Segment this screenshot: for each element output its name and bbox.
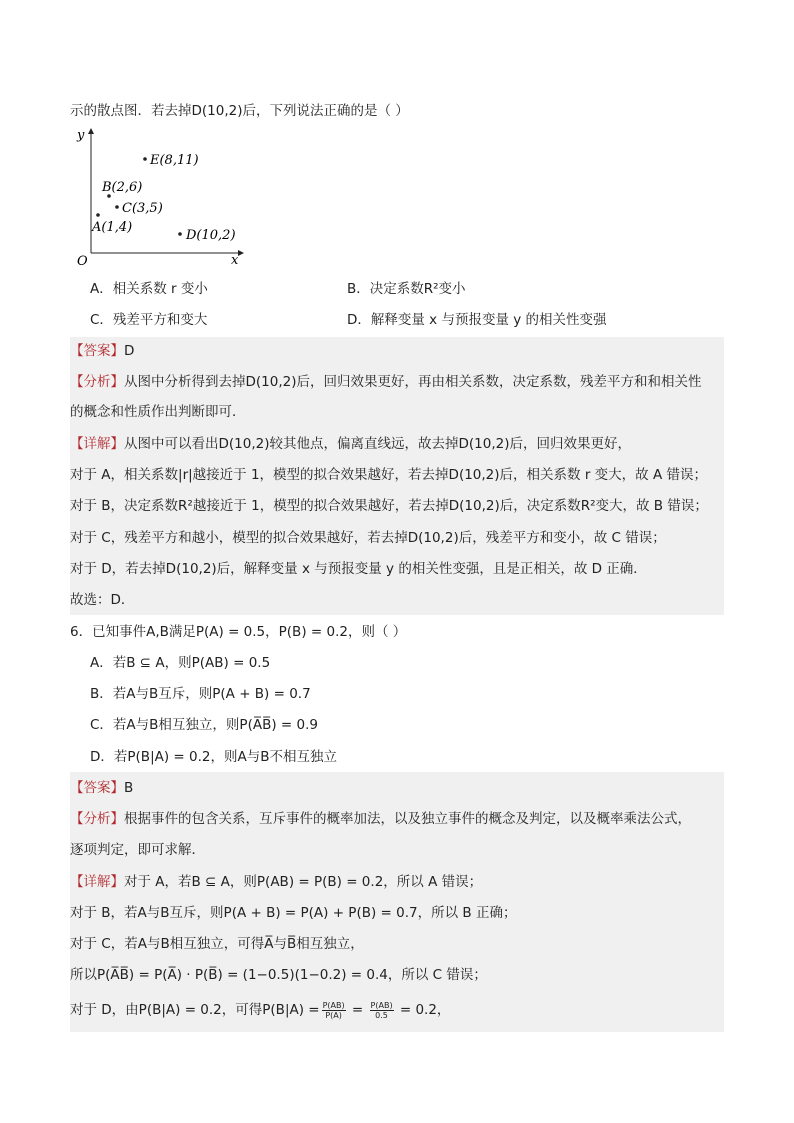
q6-detail-line-4: 所以P(A̅B̅) = P(A̅) · P(B̅) = (1−0.5)(1−0.2) = 0.4，所以 C 错误； bbox=[70, 967, 487, 983]
q5-detail-text-1: 从图中可以看出D(10,2)较其他点，偏离直线远，故去掉D(10,2)后，回归效果更好， bbox=[124, 436, 631, 452]
q6-answer bbox=[70, 778, 133, 798]
point-e-label: E(8,11) bbox=[150, 153, 199, 168]
q5-detail-line-5: 对于 D，若去掉D(10,2)后，解释变量 x 与预报变量 y 的相关性变强，且是正相关，故 D 正确． bbox=[70, 561, 647, 577]
point-a-label: A(1,4) bbox=[92, 220, 133, 235]
q6-detail-line-1 bbox=[70, 872, 482, 892]
q5-detail-tag: 【详解】 bbox=[70, 436, 124, 452]
q6-detail-line-5 bbox=[70, 1000, 450, 1020]
q5-option-d: D．解释变量 x 与预报变量 y 的相关性变强 bbox=[347, 312, 607, 328]
point-b-label: B(2,6) bbox=[102, 180, 143, 195]
q6-answer-value: B bbox=[124, 780, 134, 796]
q6-fraction-1-numerator: P(AB) bbox=[322, 1000, 345, 1010]
q6-fraction-1 bbox=[322, 1001, 346, 1020]
point-a bbox=[96, 213, 100, 217]
q6-fraction-2 bbox=[370, 1001, 394, 1020]
q5-conclusion: 故选：D． bbox=[70, 592, 135, 608]
q5-option-b: B．决定系数R²变小 bbox=[347, 281, 466, 297]
q5-analysis-text-1: 从图中分析得到去掉D(10,2)后，回归效果更好，再由相关系数，决定系数，残差平方和和相关性 bbox=[124, 374, 702, 390]
q5-detail-line-2: 对于 A，相关系数|r|越接近于 1，模型的拟合效果越好，若去掉D(10,2)后，相关系数 r 变大，故 A 错误； bbox=[70, 467, 707, 483]
point-d bbox=[178, 232, 182, 236]
q6-option-c: C．若A与B相互独立，则P(A̅B̅) = 0.9 bbox=[90, 717, 318, 733]
q5-stem: 示的散点图．若去掉D(10,2)后，下列说法正确的是（ ） bbox=[70, 103, 409, 119]
q5-analysis-tag: 【分析】 bbox=[70, 374, 124, 390]
q6-detail-line-3: 对于 C，若A与B相互独立，可得A̅与B̅相互独立， bbox=[70, 936, 364, 952]
q6-analysis-tag: 【分析】 bbox=[70, 811, 124, 827]
q6-fraction-2-denominator: 0.5 bbox=[375, 1010, 388, 1020]
q6-detail-5-suffix: = 0.2， bbox=[395, 1002, 451, 1018]
q5-detail-line-3: 对于 B，决定系数R²越接近于 1，模型的拟合效果越好，若去掉D(10,2)后，决定系数R²变大，故 B 错误； bbox=[70, 498, 708, 514]
q6-detail-tag: 【详解】 bbox=[70, 874, 124, 890]
point-e bbox=[143, 157, 147, 161]
point-d-label: D(10,2) bbox=[186, 228, 236, 243]
q6-option-b: B．若A与B互斥，则P(A + B) = 0.7 bbox=[90, 686, 311, 702]
q6-analysis-line-1 bbox=[70, 809, 691, 829]
q5-answer-value: D bbox=[124, 343, 135, 359]
q6-option-d: D．若P(B|A) = 0.2，则A与B不相互独立 bbox=[90, 749, 337, 765]
q5-analysis-line-2: 的概念和性质作出判断即可． bbox=[70, 404, 246, 420]
q6-option-a: A．若B ⊆ A，则P(AB) = 0.5 bbox=[90, 655, 271, 671]
q6-fraction-2-numerator: P(AB) bbox=[370, 1000, 393, 1010]
q6-detail-line-2: 对于 B，若A与B互斥，则P(A + B) = P(A) + P(B) = 0.7，所以 B 正确； bbox=[70, 905, 517, 921]
q6-detail-text-1: 对于 A，若B ⊆ A，则P(AB) = P(B) = 0.2，所以 A 错误； bbox=[124, 874, 483, 890]
y-axis-label: y bbox=[77, 128, 85, 143]
point-c-label: C(3,5) bbox=[122, 201, 163, 216]
point-c bbox=[115, 205, 119, 209]
q5-option-c: C．残差平方和变大 bbox=[90, 312, 208, 328]
q5-analysis-line-1 bbox=[70, 372, 702, 392]
q5-detail-line-4: 对于 C，残差平方和越小，模型的拟合效果越好，若去掉D(10,2)后，残差平方和变小，故 C 错误； bbox=[70, 530, 666, 546]
q6-answer-tag: 【答案】 bbox=[70, 780, 124, 796]
q6-detail-5-mid: = bbox=[347, 1002, 368, 1018]
q5-answer bbox=[70, 341, 134, 361]
q6-analysis-line-2: 逐项判定，即可求解． bbox=[70, 842, 205, 858]
q6-stem: 6．已知事件A,B满足P(A) = 0.5，P(B) = 0.2，则（ ） bbox=[70, 624, 407, 640]
q5-option-a: A．相关系数 r 变小 bbox=[90, 281, 208, 297]
origin-label: O bbox=[77, 254, 88, 265]
q6-detail-5-prefix: 对于 D，由P(B|A) = 0.2，可得P(B|A) = bbox=[70, 1002, 320, 1018]
q6-fraction-1-denominator: P(A) bbox=[325, 1010, 342, 1020]
scatter-plot bbox=[75, 125, 265, 265]
q5-answer-tag: 【答案】 bbox=[70, 343, 124, 359]
q5-detail-line-1 bbox=[70, 434, 631, 454]
q6-analysis-text-1: 根据事件的包含关系，互斥事件的概率加法，以及独立事件的概念及判定，以及概率乘法公式， bbox=[124, 811, 691, 827]
x-axis-label: x bbox=[231, 253, 239, 265]
